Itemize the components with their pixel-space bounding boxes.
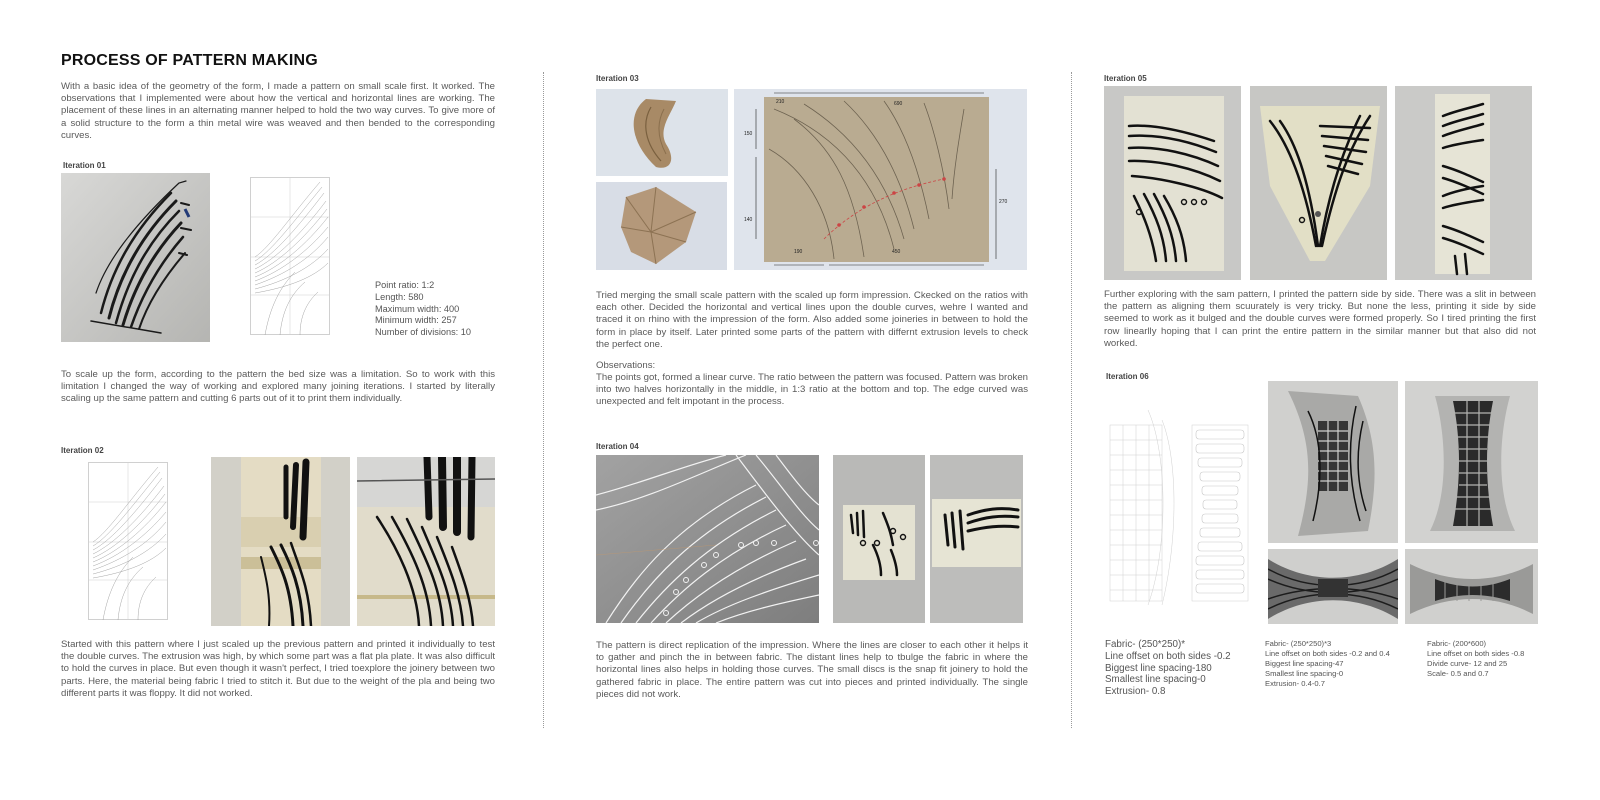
iteration-04-pattern-photo [596, 455, 819, 623]
iteration-05-photo-c [1395, 86, 1532, 280]
iteration-06-photo-c [1268, 549, 1398, 624]
iteration-04-paragraph: The pattern is direct replication of the impression. Where the lines are closer to each other it helps it to gather and pinch the in between fabric. The distant lines help to tbulge the fabric in where the horizontal lines also helps in holding those curves. The small discs is the snap fit joinery to hold the gathered fabric in place. The entire pattern was cut into pieces and printed individually. The single pieces did not work. [596, 640, 1028, 700]
spec-length: Length: 580 [375, 291, 424, 302]
iteration-05-photo-b [1250, 86, 1387, 280]
observations-paragraph: The points got, formed a linear curve. The ratio between the pattern was focused. Pattern was broken into two halves horizontally in the middle, in 1:3 ratio at the bottom and top. The edge curved was unexpected and felt impotant in the process. [596, 372, 1028, 408]
spec-c-scale: Scale- 0.5 and 0.7 [1427, 669, 1489, 678]
iteration-04-print-photo-b [930, 455, 1023, 623]
dim-140: 140 [744, 217, 753, 223]
spec-a-offset: Line offset on both sides -0.2 [1105, 650, 1231, 662]
iteration-03-impression-photo [734, 89, 1027, 270]
iteration-06-photo-a [1268, 381, 1398, 543]
spec-b-offset: Line offset on both sides -0.2 and 0.4 [1265, 649, 1390, 658]
iteration-01-pattern-sketch [250, 177, 330, 335]
spec-c-divide: Divide curve- 12 and 25 [1427, 659, 1508, 668]
iteration-04-label: Iteration 04 [596, 442, 639, 451]
spec-a-smallest: Smallest line spacing-0 [1105, 674, 1206, 686]
iteration-04-print-photo-a [833, 455, 925, 623]
iteration-05-paragraph: Further exploring with the sam pattern, I printed the pattern side by side. There was a slit in between the pattern as aligning them scuurately is very tricky. But none the less, printing it side by side seemed to work as it bulged and the double curves were formed properly. So I tired printing the first row linearlly hoping that I can print the entire pattern in the similar manner but that also did not worked. [1104, 289, 1536, 349]
spec-a-biggest: Biggest line spacing-180 [1105, 662, 1212, 674]
iteration-03-photo-fold-a [596, 89, 728, 176]
spec-b-fabric: Fabric- (250*250)*3 [1265, 639, 1332, 648]
spec-b-extrusion: Extrusion- 0.4-0.7 [1265, 679, 1325, 688]
dim-690: 690 [894, 101, 903, 107]
iteration-01-specs [375, 280, 485, 339]
iteration-03-label: Iteration 03 [596, 74, 639, 83]
observations-label: Observations: [596, 360, 656, 371]
iteration-01-photo [61, 173, 210, 342]
spec-max-width: Maximum width: 400 [375, 303, 460, 314]
iteration-06-photo-b [1405, 381, 1538, 543]
spec-divisions: Number of divisions: 10 [375, 327, 472, 338]
column-divider-right [1071, 72, 1072, 728]
dim-150: 150 [744, 131, 753, 137]
spec-b-biggest: Biggest line spacing-47 [1265, 659, 1344, 668]
dim-210: 210 [776, 99, 785, 105]
iteration-03-paragraph: Tried merging the small scale pattern with the scaled up form impression. Ckecked on the ratios with each other. Decided the horizontal and vertical lines upon the double curves, wehre I wanted and traced it on rhino with the impression of the form. Also added some joineries in between to hold the form in place by itself. Later printed some parts of the pattern with differnt extrusion levels to check the perfect one. [596, 290, 1028, 350]
iteration-06-specs-a [1105, 639, 1265, 698]
iteration-06-pattern-sketch [1108, 400, 1258, 605]
scale-up-paragraph: To scale up the form, according to the pattern the bed size was a limitation. So to work with this limitation I changed the way of working and explored many joining iterations. I started by literally scaling up the same pattern and cutting 6 parts out of it to print them individually. [61, 369, 495, 405]
spec-point-ratio: Point ratio: 1:2 [375, 280, 435, 290]
iteration-06-photo-d [1405, 549, 1538, 624]
iteration-06-specs-c [1427, 639, 1547, 679]
iteration-05-label: Iteration 05 [1104, 74, 1147, 83]
intro-paragraph: With a basic idea of the geometry of the form, I made a pattern on small scale first. It worked. The observations that I implemented were about how the vertical and horizontal lines are working. The placement of these lines in an alternating manner helped to hold the two way curves. To give more of a solid structure to the form a thin metal wire was weaved and then bended to the corresponding curves. [61, 81, 495, 141]
iteration-03-photo-fold-b [596, 182, 727, 270]
page-title: PROCESS OF PATTERN MAKING [61, 52, 318, 69]
spec-c-fabric: Fabric- (200*600) [1427, 639, 1487, 648]
spec-min-width: Minimum width: 257 [375, 315, 457, 326]
iteration-02-paragraph: Started with this pattern where I just scaled up the previous pattern and printed it individually to test the double curves. The extrusion was high, by which some part was a flat pla plate. It was also difficult to hold the curves in place. But even though it wasn't perfect, I tried toexplore the joinery between two parts. Here, the material being fabric I tried to stitch it. But due to the weight of the pla and being two different parts it was floppy. It did not worked. [61, 639, 495, 699]
iteration-05-photo-a [1104, 86, 1241, 280]
dim-190: 190 [794, 249, 803, 255]
spec-c-offset: Line offset on both sides -0.8 [1427, 649, 1525, 658]
column-divider-left [543, 72, 544, 728]
dim-450: 450 [892, 249, 901, 255]
iteration-06-specs-b [1265, 639, 1420, 689]
dim-270: 270 [999, 199, 1008, 205]
spec-a-extrusion: Extrusion- 0.8 [1105, 686, 1166, 698]
iteration-02-photo-b [357, 457, 495, 626]
spec-a-fabric: Fabric- (250*250)* [1105, 639, 1186, 650]
iteration-02-pattern-sketch [88, 462, 168, 620]
iteration-01-label: Iteration 01 [63, 161, 106, 170]
iteration-06-label: Iteration 06 [1106, 372, 1149, 381]
spec-b-smallest: Smallest line spacing-0 [1265, 669, 1344, 678]
iteration-02-label: Iteration 02 [61, 446, 104, 455]
iteration-02-photo-a [211, 457, 350, 626]
